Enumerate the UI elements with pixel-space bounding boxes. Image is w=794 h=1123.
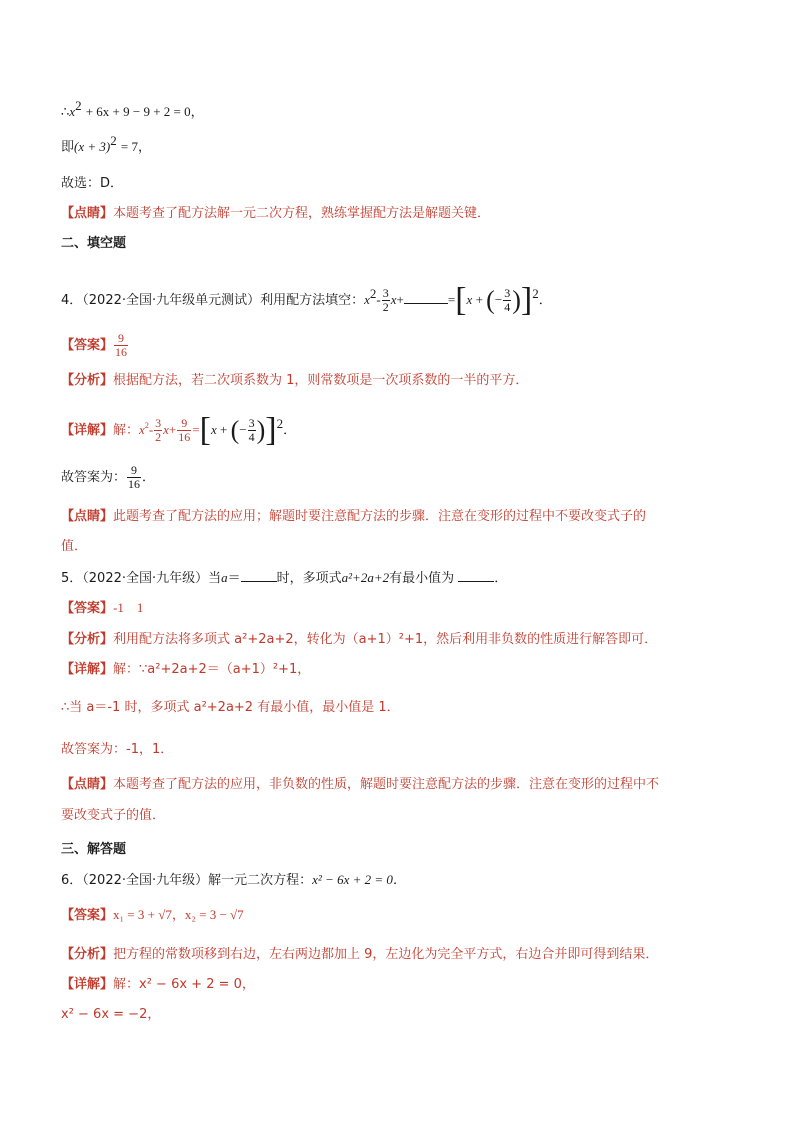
q4-final: 故答案为： $\frac{9}{16}$ ．	[61, 463, 156, 491]
q5-blank-1[interactable]	[241, 569, 277, 582]
q5-blank-2[interactable]	[458, 569, 494, 582]
q5-final: 故答案为：-1，1．	[61, 742, 174, 757]
q6-analysis: 【分析】把方程的常数项移到右边，左右两边都加上 9，左边化为完全平方式，右边合并即可得到结果．	[61, 947, 659, 962]
p3-choice: 故选：D．	[61, 176, 124, 191]
q4-answer: 【答案】 $\frac{9}{16}$	[61, 331, 128, 359]
q5-detail: 【详解】解：∵a²+2a+2＝（a+1）²+1，	[61, 662, 311, 677]
q5-review-line2: 要改变式子的值．	[61, 808, 166, 823]
q4-detail: 【详解】解：$x^2-$ $\frac{3}{2}$ x+ $\frac{9}{16}$ =[x + (− $\frac{3}{4}$ )]$^2$．	[61, 411, 297, 449]
q5-analysis: 【分析】利用配方法将多项式 a²+2a+2，转化为（a+1）²+1，然后利用非负数的性质进行解答即可．	[61, 632, 658, 647]
q4-stem: 4．（2022·全国·九年级单元测试）利用配方法填空：$x^2-$ $\frac{3}{2}$ x+ =[x + (− $\frac{3}{4}$ )]$^2$．	[61, 281, 552, 319]
q6-step: x² − 6x = −2，	[61, 1007, 161, 1022]
q5-conclusion: ∴当 a＝-1 时，多项式 a²+2a+2 有最小值，最小值是 1．	[61, 700, 400, 715]
q6-answer: 【答案】x₁ = 3 + √7，x₂ = 3 − √7	[61, 907, 244, 923]
q4-review-line2: 值．	[61, 539, 88, 554]
p3-step1-expr: + 6x + 9 − 9 + 2 = 0，	[85, 104, 204, 119]
q6-stem: 6．（2022·全国·九年级）解一元二次方程：x² − 6x + 2 = 0．	[61, 872, 406, 888]
q5-stem: 5．（2022·全国·九年级）当a＝ 时，多项式a²+2a+2有最小值为 ．	[61, 570, 508, 586]
q5-answer: 【答案】-1 1	[61, 600, 144, 616]
q5-review-line1: 【点睛】本题考查了配方法的应用，非负数的性质，解题时要注意配方法的步骤．注意在变形的过程中不	[61, 777, 660, 792]
section-solve-heading: 三、解答题	[61, 842, 127, 857]
p3-step2-expr: (x + 3)	[74, 139, 111, 154]
p3-review: 【点睛】本题考查了配方法解一元二次方程，熟练掌握配方法是解题关键．	[61, 206, 491, 221]
q4-analysis: 【分析】根据配方法，若二次项系数为 1，则常数项是一次项系数的一半的平方．	[61, 373, 529, 388]
section-fill-blank-heading: 二、填空题	[61, 236, 127, 251]
q4-review-line1: 【点睛】此题考查了配方法的应用；解题时要注意配方法的步骤．注意在变形的过程中不要改变式子的	[61, 509, 647, 524]
p3-step1: $\therefore x^2 + 6x + 9 - 9 + 2 = 0$，	[61, 98, 204, 120]
p3-step2: 即$(x + 3)^2 = 7$，	[61, 133, 151, 155]
q6-detail: 【详解】解：x² − 6x + 2 = 0，	[61, 977, 255, 992]
q4-answer-blank[interactable]	[404, 291, 448, 304]
